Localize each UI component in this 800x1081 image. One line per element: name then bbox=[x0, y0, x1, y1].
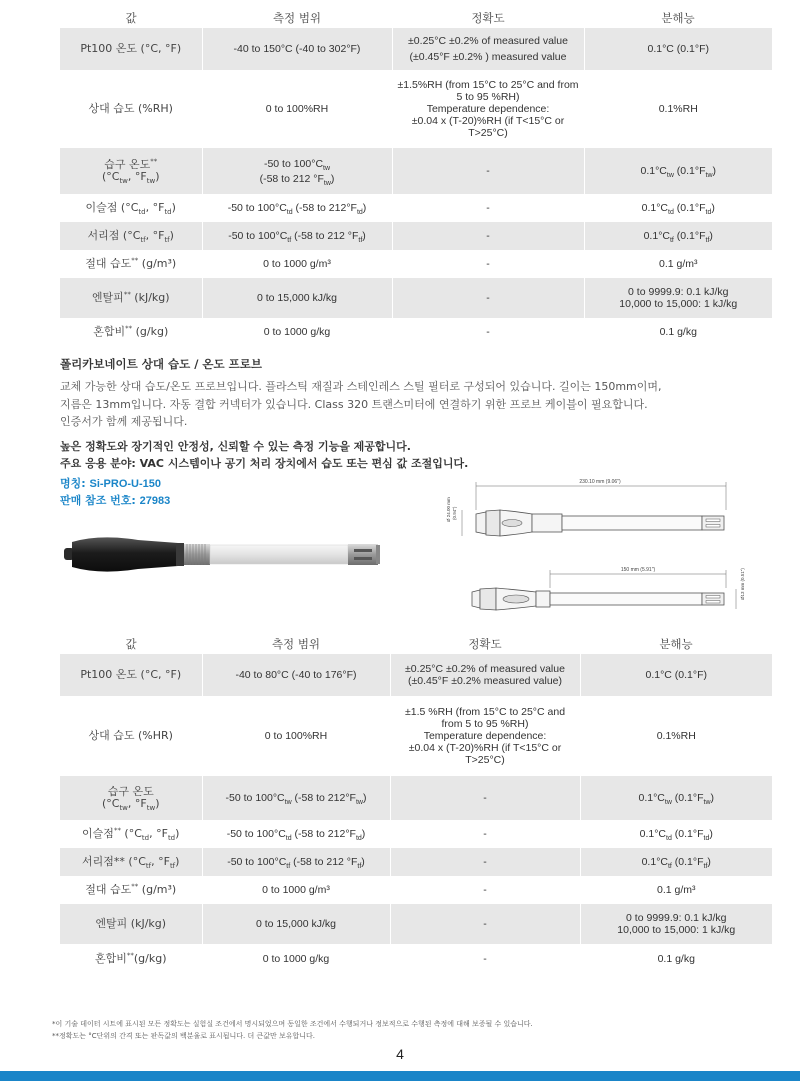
table-row bbox=[60, 776, 772, 820]
row-accuracy: - bbox=[392, 148, 584, 194]
row-label: 습구 온도 ($^\circ C_{tw}$, $^\circ F_{tw}$) bbox=[60, 776, 202, 820]
table-row bbox=[60, 944, 772, 974]
table-row bbox=[60, 148, 772, 194]
header-resolution: 분해능 bbox=[661, 11, 695, 25]
dim-total-length: 230.10 mm (9.06") bbox=[579, 479, 621, 485]
row-range: -50 to $100^\circ C_{td}$ (-58 to $212^\circ F_{td}$) bbox=[202, 820, 390, 848]
accuracy-line: ±0.25°C ±0.2% of measured value bbox=[408, 35, 568, 47]
row-range: 0 to 1000 g/m³ bbox=[202, 250, 392, 278]
row-range: -40 to 150°C (-40 to 302°F) bbox=[202, 28, 392, 70]
row-resolution: $0.1^\circ C_{tf}$ $(0.1^\circ F_{tf})$ bbox=[584, 222, 772, 250]
row-label: 절대 습도** (g/m³) bbox=[60, 250, 202, 278]
table-row bbox=[60, 28, 772, 70]
header-range: 측정 범위 bbox=[272, 11, 322, 25]
description-line: 인증서가 함께 제공됩니다. bbox=[60, 415, 188, 428]
row-accuracy: - bbox=[390, 944, 580, 974]
page-number: 4 bbox=[396, 1046, 404, 1062]
row-accuracy: - bbox=[390, 876, 580, 904]
row-resolution: 0.1°C (0.1°F) bbox=[580, 654, 772, 696]
accuracy-line: ±1.5%RH (from 15°C to 25°C and from bbox=[397, 79, 579, 91]
row-range: -50 to $100^\circ C_{tw}$ (-58 to 212 $^\circ F_{tw}$) bbox=[202, 148, 392, 194]
row-label: 혼합비**(g/kg) bbox=[60, 944, 202, 974]
row-resolution: 0.1 g/m³ bbox=[658, 258, 698, 270]
spec-table-1 bbox=[60, 8, 772, 346]
accuracy-line: ±0.04 x (T-20)%RH (if T<15°C or bbox=[411, 115, 565, 127]
row-resolution bbox=[584, 278, 772, 318]
row-accuracy: - bbox=[392, 222, 584, 250]
accuracy-line: T>25°C) bbox=[465, 754, 505, 766]
table-header-row bbox=[60, 8, 772, 28]
row-resolution: 0.1 g/m³ bbox=[656, 884, 696, 896]
row-label: 서리점** ($^\circ C_{tf}$, $^\circ F_{tf}$) bbox=[60, 848, 202, 876]
row-accuracy: - bbox=[390, 904, 580, 944]
dim-handle-diameter: Ø 24.00 mm bbox=[446, 497, 451, 522]
dimension-drawing bbox=[440, 474, 765, 624]
row-range: -50 to $100^\circ C_{tw}$ (-58 to $212^\circ F_{tw}$) bbox=[202, 776, 390, 820]
row-range: -50 to $100^\circ C_{td}$ (-58 to $212^\circ F_{td}$) bbox=[202, 194, 392, 222]
row-accuracy: - bbox=[390, 776, 580, 820]
spec-table-2 bbox=[60, 634, 772, 974]
table-row bbox=[60, 318, 772, 346]
table-row bbox=[60, 222, 772, 250]
row-resolution: $0.1^\circ C_{tf}$ $(0.1^\circ F_{tf})$ bbox=[580, 848, 772, 876]
table-row bbox=[60, 904, 772, 944]
accuracy-line: (±0.45°F ±0.2% ) measured value bbox=[409, 51, 567, 63]
row-accuracy: - bbox=[390, 820, 580, 848]
row-accuracy bbox=[390, 696, 580, 776]
table-header-row bbox=[60, 634, 772, 654]
highlight-line: 주요 응용 분야: VAC 시스템이나 공기 처리 장치에서 습도 또는 편심 값 조절입니다. bbox=[60, 457, 469, 470]
header-accuracy: 정확도 bbox=[471, 11, 505, 25]
row-label: 서리점 ($^\circ C_{tf}$, $^\circ F_{tf}$) bbox=[60, 222, 202, 250]
row-label: 상대 습도 (%HR) bbox=[60, 696, 202, 776]
product-description bbox=[60, 378, 760, 431]
footer-accent-bar bbox=[0, 1071, 800, 1081]
accuracy-line: from 5 to 95 %RH) bbox=[441, 718, 529, 730]
accuracy-line: ±0.04 x (T-20)%RH (if T<15°C or bbox=[408, 742, 562, 754]
header-value: 값 bbox=[125, 637, 137, 651]
header-accuracy: 정확도 bbox=[468, 637, 502, 651]
row-resolution bbox=[580, 904, 772, 944]
row-range: 0 to 100%RH bbox=[202, 70, 392, 148]
accuracy-line: ±1.5 %RH (from 15°C to 25°C and bbox=[404, 706, 566, 718]
table-row bbox=[60, 696, 772, 776]
description-line: 교체 가능한 상대 습도/온도 프로브입니다. 플라스틱 재질과 스테인레스 스틸 필터로 구성되어 있습니다. 길이는 150mm이며, bbox=[60, 380, 662, 393]
row-label: 상대 습도 (%RH) bbox=[60, 70, 202, 148]
highlight-line: 높은 정확도와 장기적인 안정성, 신뢰할 수 있는 측정 기능을 제공합니다. bbox=[60, 440, 411, 453]
footnote: **정확도는 °C단위의 간격 또는 판독값의 백분율로 표시됩니다. 더 큰값만 보유합니다. bbox=[52, 1032, 316, 1040]
header-range: 측정 범위 bbox=[271, 637, 321, 651]
description-line: 지름은 13mm입니다. 자동 결합 커넥터가 있습니다. Class 320 트랜스미터에 연결하기 위한 프로브 케이블이 필요합니다. bbox=[60, 397, 648, 411]
dim-handle-diameter-inch: (0.94") bbox=[452, 506, 457, 520]
row-label: Pt100 온도 (°C, °F) bbox=[60, 28, 202, 70]
row-accuracy: - bbox=[392, 194, 584, 222]
header-value: 값 bbox=[125, 11, 137, 25]
row-label: 이슬점 ($^\circ C_{td}$, $^\circ F_{td}$) bbox=[60, 194, 202, 222]
row-resolution: $0.1^\circ C_{td}$ $(0.1^\circ F_{td})$ bbox=[639, 828, 713, 843]
row-label: Pt100 온도 (°C, °F) bbox=[60, 654, 202, 696]
row-label: 엔탈피** (kJ/kg) bbox=[60, 278, 202, 318]
section-title: 폴리카보네이트 상대 습도 / 온도 프로브 bbox=[60, 357, 262, 371]
resolution-line: 0 to 9999.9: 0.1 kJ/kg bbox=[626, 912, 727, 924]
row-accuracy: - bbox=[392, 318, 584, 346]
probe-photo bbox=[60, 530, 390, 580]
accuracy-line: Temperature dependence: bbox=[426, 103, 550, 115]
row-range: 0 to 1000 g/kg bbox=[202, 944, 390, 974]
table-row bbox=[60, 820, 772, 848]
table-row bbox=[60, 654, 772, 696]
header-resolution: 분해능 bbox=[659, 637, 693, 651]
product-name: 명칭: Si-PRO-U-150 bbox=[60, 477, 162, 490]
footnotes bbox=[52, 1018, 533, 1042]
dim-tube-diameter: Ø13 mm (0.51") bbox=[740, 568, 745, 600]
dim-probe-length: 150 mm (5.91") bbox=[620, 567, 656, 573]
accuracy-line: 5 to 95 %RH) bbox=[456, 91, 520, 103]
product-highlights bbox=[60, 438, 760, 472]
resolution-line: 10,000 to 15,000: 1 kJ/kg bbox=[617, 924, 736, 936]
row-label: 이슬점** ($^\circ C_{td}$, $^\circ F_{td}$) bbox=[60, 820, 202, 848]
row-range: 0 to 1000 g/kg bbox=[202, 318, 392, 346]
row-resolution: 0.1%RH bbox=[658, 103, 698, 115]
row-resolution: 0.1 g/kg bbox=[659, 326, 697, 338]
row-accuracy bbox=[392, 28, 584, 70]
row-accuracy: - bbox=[390, 848, 580, 876]
table-row bbox=[60, 70, 772, 148]
row-resolution: $0.1^\circ C_{tw}$ $(0.1^\circ F_{tw})$ bbox=[584, 148, 772, 194]
row-accuracy: - bbox=[392, 278, 584, 318]
row-resolution: 0.1%RH bbox=[656, 730, 696, 742]
row-range: -40 to 80°C (-40 to 176°F) bbox=[202, 654, 390, 696]
table-row bbox=[60, 876, 772, 904]
table-row bbox=[60, 250, 772, 278]
row-resolution: 0.1 g/kg bbox=[657, 953, 695, 965]
accuracy-line: Temperature dependence: bbox=[423, 730, 547, 742]
row-resolution: $0.1^\circ C_{td}$ $(0.1^\circ F_{td})$ bbox=[641, 202, 715, 217]
row-accuracy bbox=[390, 654, 580, 696]
product-reference: 판매 참조 번호: 27983 bbox=[60, 494, 171, 507]
row-range: 0 to 1000 g/m³ bbox=[202, 876, 390, 904]
row-resolution: 0.1°C (0.1°F) bbox=[584, 28, 772, 70]
table-row bbox=[60, 278, 772, 318]
resolution-line: 10,000 to 15,000: 1 kJ/kg bbox=[619, 298, 738, 310]
row-accuracy bbox=[392, 70, 584, 148]
row-range: -50 to $100^\circ C_{tf}$ (-58 to 212 $^\circ F_{tf}$) bbox=[202, 222, 392, 250]
row-range: 0 to 100%RH bbox=[202, 696, 390, 776]
row-range: 0 to 15,000 kJ/kg bbox=[202, 904, 390, 944]
table-row bbox=[60, 848, 772, 876]
row-accuracy: - bbox=[392, 250, 584, 278]
row-range: 0 to 15,000 kJ/kg bbox=[202, 278, 392, 318]
row-range: -50 to $100^\circ C_{tf}$ (-58 to 212 $^\circ F_{tf}$) bbox=[202, 848, 390, 876]
footnote: *이 기술 데이터 시트에 표시된 모든 정확도는 실험실 조건에서 명시되었으며 동일한 조건에서 수행되거나 정보적으로 수행된 측정에 대해 보증될 수 있습니다. bbox=[52, 1020, 533, 1028]
table-row bbox=[60, 194, 772, 222]
row-resolution: $0.1^\circ C_{tw}$ $(0.1^\circ F_{tw})$ bbox=[580, 776, 772, 820]
resolution-line: 0 to 9999.9: 0.1 kJ/kg bbox=[628, 286, 729, 298]
row-label: 절대 습도** (g/m³) bbox=[60, 876, 202, 904]
accuracy-line: T>25°C) bbox=[468, 127, 508, 139]
row-label: 습구 온도** ($^\circ C_{tw}$, $^\circ F_{tw}$) bbox=[60, 148, 202, 194]
accuracy-line: ±0.25°C ±0.2% of measured value bbox=[405, 663, 565, 675]
row-label: 엔탈피 (kJ/kg) bbox=[60, 904, 202, 944]
row-label: 혼합비** (g/kg) bbox=[60, 318, 202, 346]
accuracy-line: (±0.45°F ±0.2% measured value) bbox=[407, 675, 563, 687]
